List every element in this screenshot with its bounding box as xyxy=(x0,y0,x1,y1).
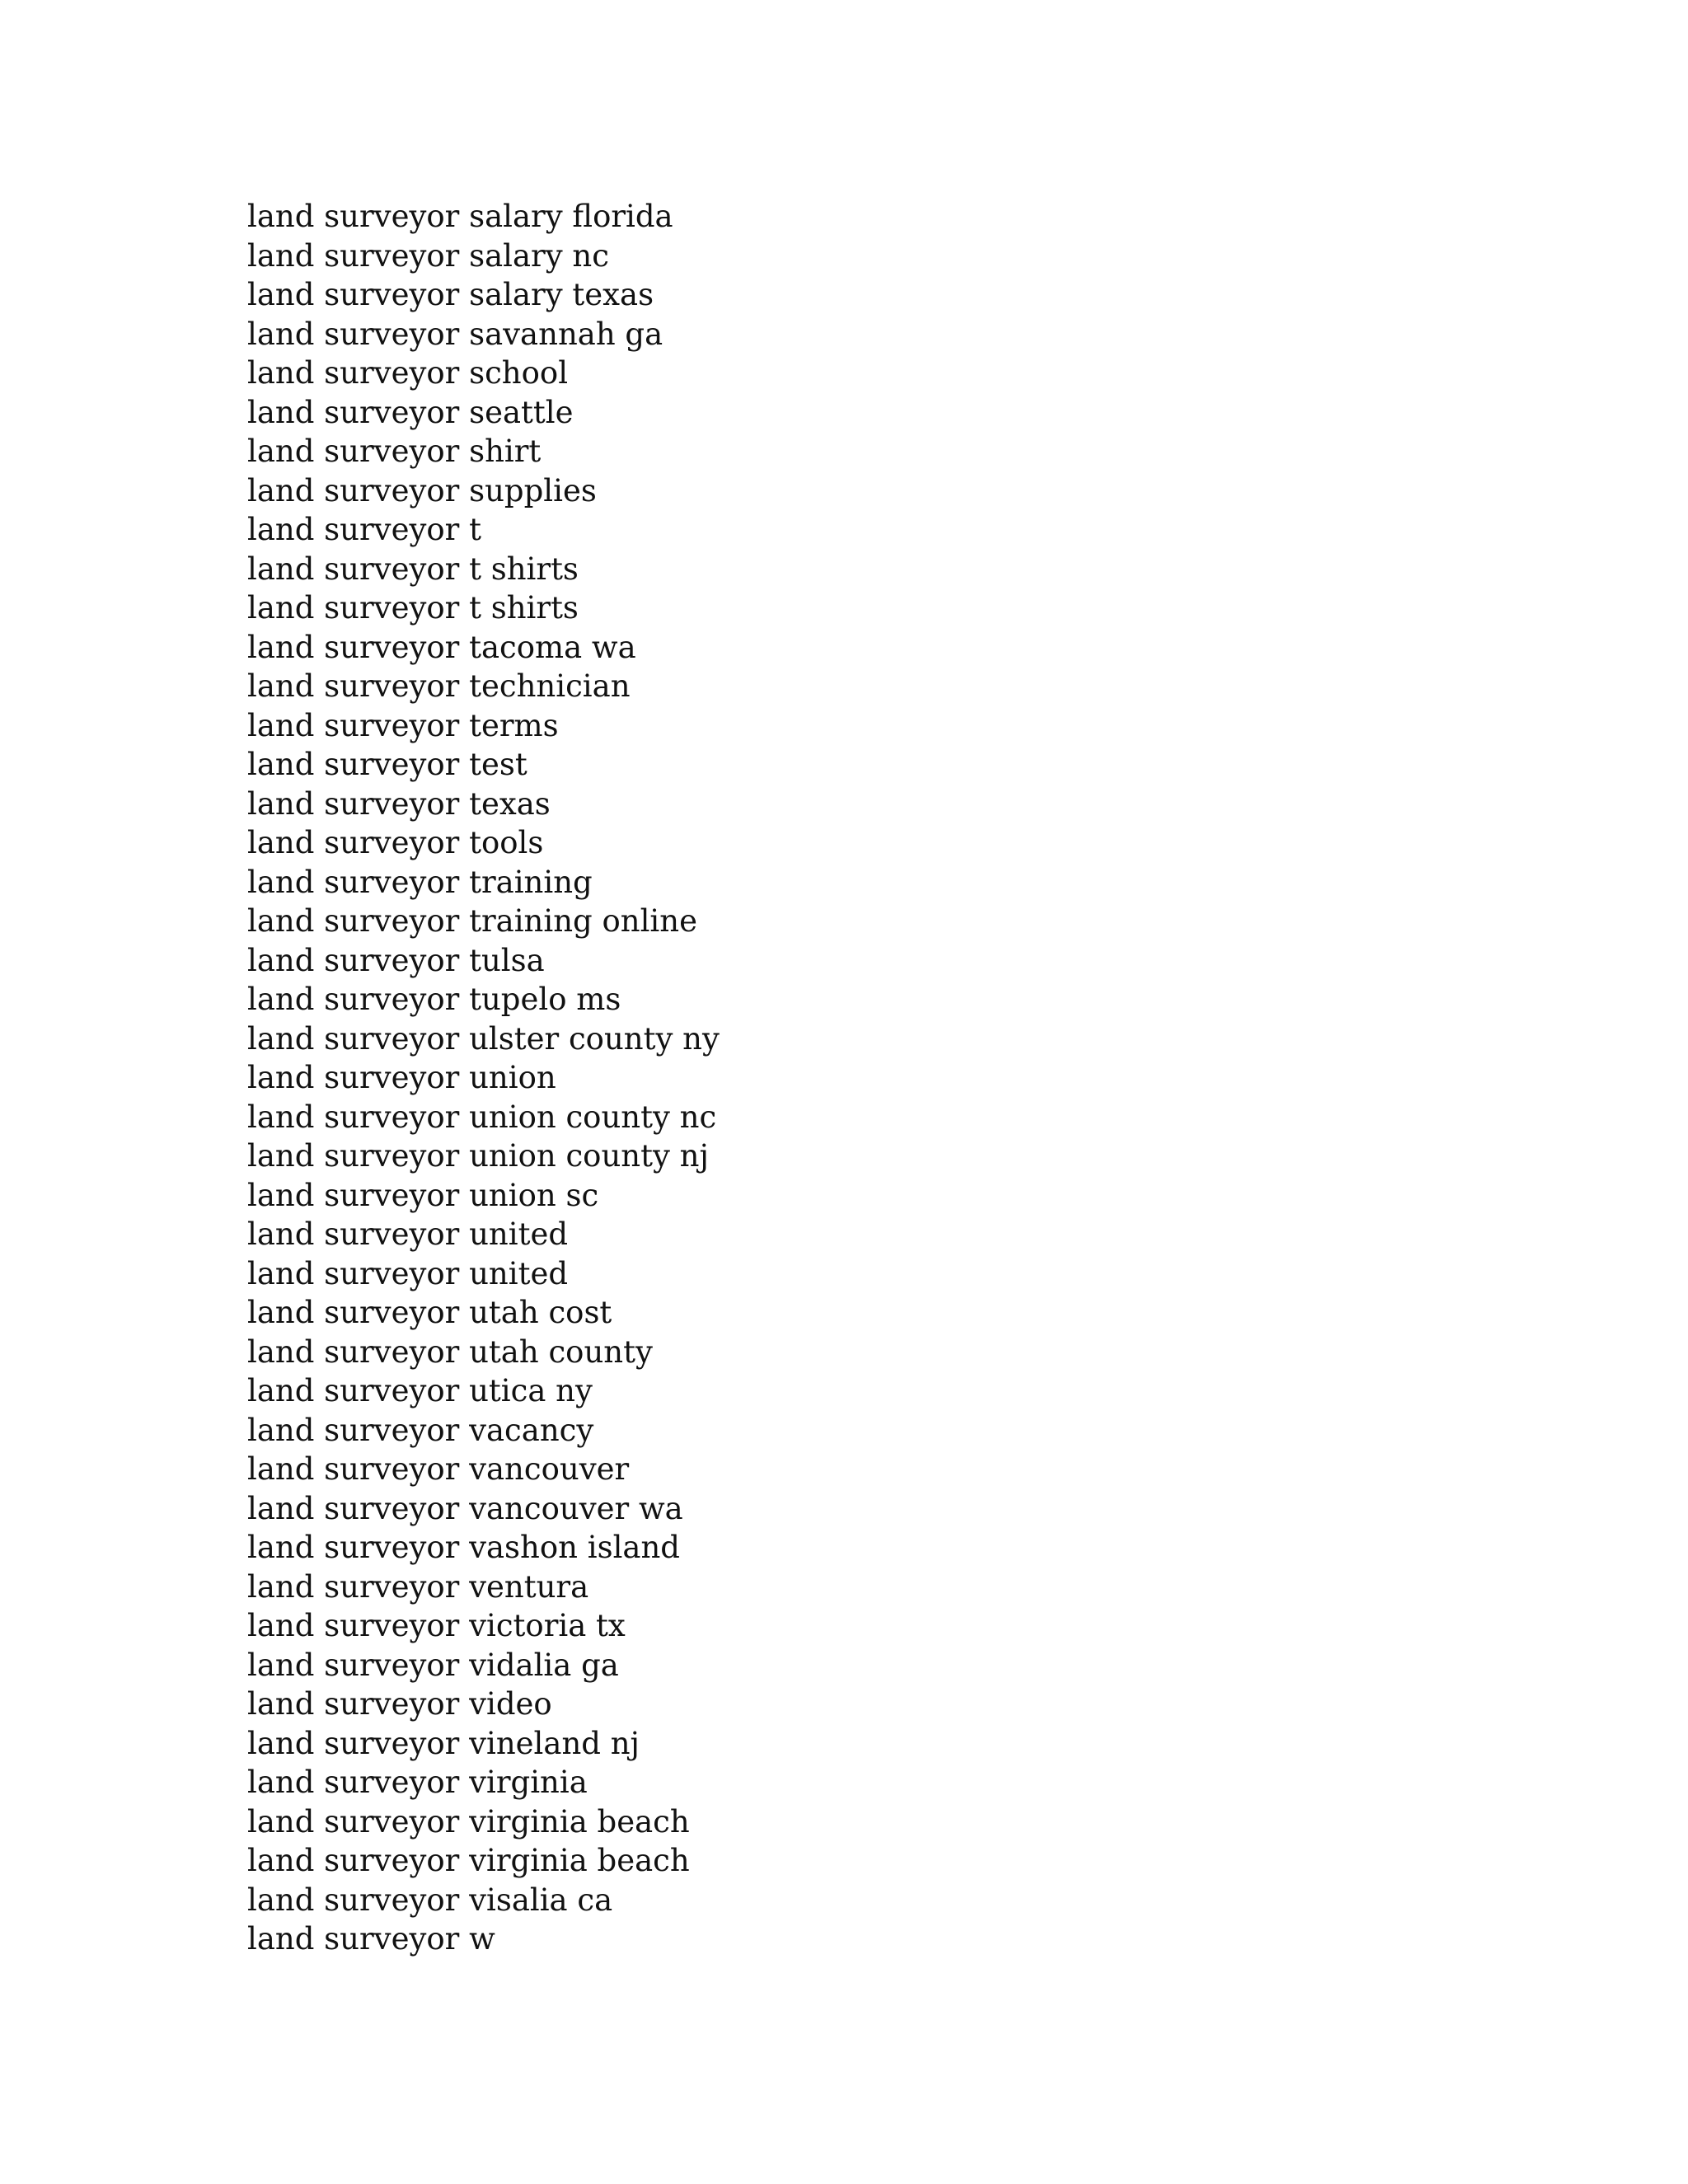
list-item: land surveyor vancouver xyxy=(247,1451,630,1487)
list-item: land surveyor t shirts xyxy=(247,551,579,587)
list-item: land surveyor union county nj xyxy=(247,1138,709,1174)
list-item: land surveyor tulsa xyxy=(247,942,545,978)
list-item: land surveyor vineland nj xyxy=(247,1725,640,1761)
list-item: land surveyor t xyxy=(247,512,481,547)
list-item: land surveyor victoria tx xyxy=(247,1608,626,1643)
list-item: land surveyor school xyxy=(247,355,569,391)
list-item: land surveyor vidalia ga xyxy=(247,1647,619,1683)
list-item: land surveyor terms xyxy=(247,707,559,743)
list-item: land surveyor union sc xyxy=(247,1177,599,1213)
list-item: land surveyor tools xyxy=(247,825,544,860)
list-item: land surveyor virginia beach xyxy=(247,1803,690,1840)
list-item: land surveyor united xyxy=(247,1216,569,1252)
list-item: land surveyor t shirts xyxy=(247,590,579,626)
list-item: land surveyor vashon island xyxy=(247,1530,680,1565)
list-item: land surveyor w xyxy=(247,1921,495,1957)
list-item: land surveyor salary nc xyxy=(247,237,609,274)
list-item: land surveyor virginia beach xyxy=(247,1843,690,1878)
list-item: land surveyor vacancy xyxy=(247,1412,594,1448)
list-item: land surveyor utah cost xyxy=(247,1295,612,1330)
list-item: land surveyor training xyxy=(247,864,593,900)
list-item: land surveyor salary florida xyxy=(247,199,673,234)
list-item: land surveyor technician xyxy=(247,668,631,704)
list-item: land surveyor utah county xyxy=(247,1333,653,1370)
list-item: land surveyor union xyxy=(247,1060,556,1095)
list-item: land surveyor tupelo ms xyxy=(247,982,621,1017)
list-item: land surveyor union county nc xyxy=(247,1099,717,1135)
list-item: land surveyor texas xyxy=(247,785,551,822)
list-item: land surveyor supplies xyxy=(247,472,597,509)
list-item: land surveyor video xyxy=(247,1686,552,1722)
list-item: land surveyor seattle xyxy=(247,394,574,430)
list-item: land surveyor test xyxy=(247,747,528,782)
list-item: land surveyor salary texas xyxy=(247,277,654,312)
list-item: land surveyor visalia ca xyxy=(247,1882,613,1918)
list-item: land surveyor training online xyxy=(247,903,697,939)
list-item: land surveyor tacoma wa xyxy=(247,629,636,665)
list-item: land surveyor united xyxy=(247,1255,569,1291)
list-item: land surveyor ventura xyxy=(247,1568,589,1605)
list-item: land surveyor ulster county ny xyxy=(247,1020,720,1057)
list-item: land surveyor virginia xyxy=(247,1765,588,1800)
list-item: land surveyor shirt xyxy=(247,434,542,469)
list-item: land surveyor utica ny xyxy=(247,1373,593,1408)
list-item: land surveyor vancouver wa xyxy=(247,1490,683,1526)
list-item: land surveyor savannah ga xyxy=(247,316,663,352)
keyword-list xyxy=(247,197,720,1959)
